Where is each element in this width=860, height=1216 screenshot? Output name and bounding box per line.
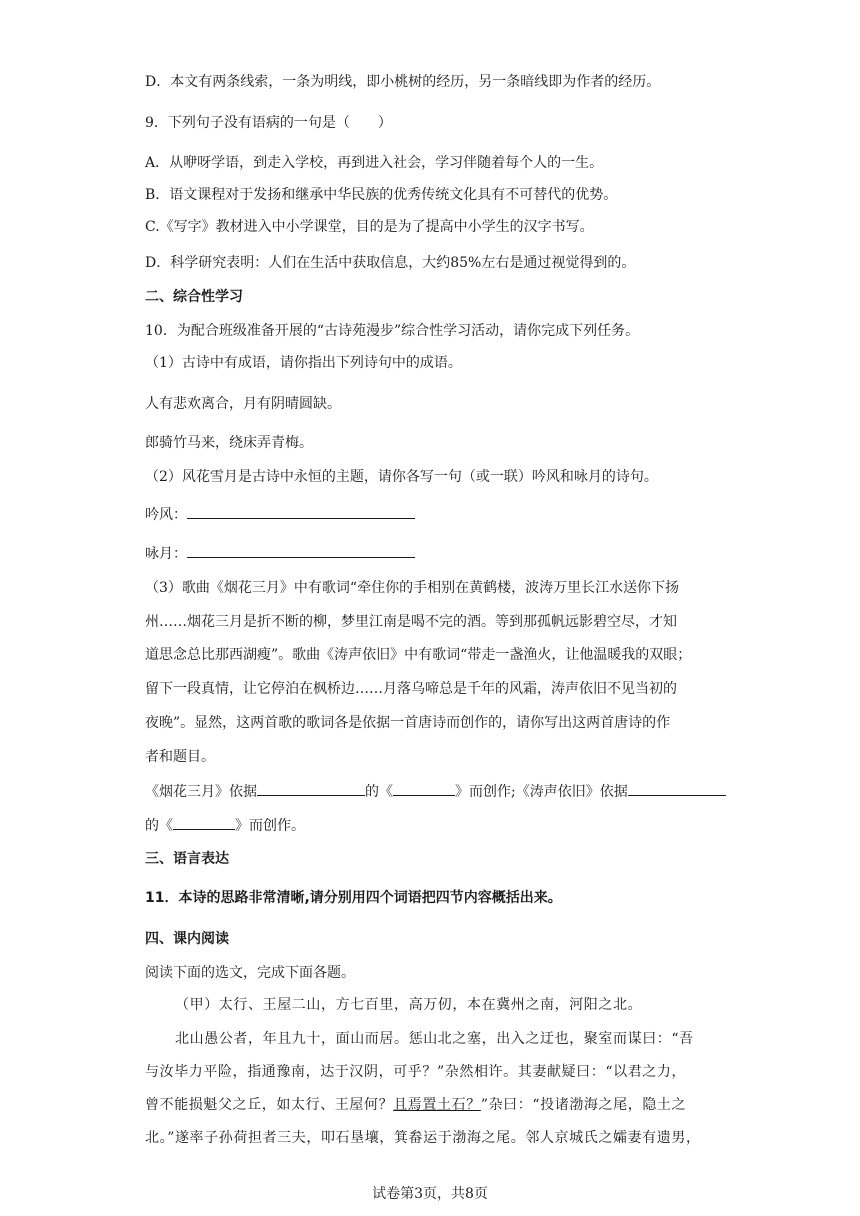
q9-option-d: D．科学研究表明：人们在生活中获取信息，大约85%左右是通过视觉得到的。 xyxy=(145,255,636,271)
title-blank-2[interactable] xyxy=(173,815,235,830)
classical-para-2-line-1: 北山愚公者，年且九十，面山而居。惩山北之塞，出入之迂也，聚室而谋曰：“吾 xyxy=(175,1031,694,1047)
title-blank-1[interactable] xyxy=(393,781,455,796)
classical-para-2-line-2: 与汝毕力平险，指通豫南，达于汉阴，可乎？”杂然相许。其妻献疑曰：“以君之力， xyxy=(145,1064,687,1080)
q10-sub3-line-4: 留下一段真情，让它停泊在枫桥边……月落乌啼总是千年的风霜，涛声依旧不见当初的 xyxy=(145,681,677,697)
reading-intro: 阅读下面的选文，完成下面各题。 xyxy=(145,965,355,981)
q10-sub3-line-1: （3）歌曲《烟花三月》中有歌词“牵住你的手相别在黄鹤楼，波涛万里长江水送你下扬 xyxy=(145,580,680,596)
q9-stem: 9．下列句子没有语病的一句是（ ） xyxy=(145,115,392,131)
poem-line-1: 人有悲欢离合，月有阴晴圆缺。 xyxy=(145,396,341,412)
section-heading-reading: 四、课内阅读 xyxy=(145,931,229,947)
classical-para-2-line-4: 北。”遂率子孙荷担者三夫，叩石垦壤，箕畚运于渤海之尾。邻人京城氏之孀妻有遗男， xyxy=(145,1130,701,1146)
song-fill-row-1 xyxy=(145,781,726,802)
fill-text-2a: 的《 xyxy=(145,818,173,834)
fill-text-1b: 的《 xyxy=(365,784,393,800)
q10-sub3-line-3: 道思念总比那西湖瘦”。歌曲《涛声依旧》中有歌词“带走一盏渔火，让他温暖我的双眼； xyxy=(145,647,692,663)
classical-para-1: （甲）太行、王屋二山，方七百里，高万仞，本在冀州之南，河阳之北。 xyxy=(175,997,643,1013)
classical-para-2-line-3 xyxy=(145,1095,686,1115)
fill-text-2b: 》而创作。 xyxy=(235,818,305,834)
underlined-sentence: 且焉置土石？ xyxy=(393,1097,481,1113)
classical-text-segment: ”杂曰：“投诸渤海之尾，隐土之 xyxy=(480,1097,687,1113)
moon-answer-blank[interactable] xyxy=(187,543,415,558)
q9-option-b: B．语文课程对于发扬和继承中华民族的优秀传统文化具有不可替代的优势。 xyxy=(145,187,618,203)
wind-answer-row xyxy=(145,504,415,525)
q8-option-d: D．本文有两条线索，一条为明线，即小桃树的经历，另一条暗线即为作者的经历。 xyxy=(145,74,661,90)
poet-blank-2[interactable] xyxy=(628,781,726,796)
q11-stem: 11．本诗的思路非常清晰,请分别用四个词语把四节内容概括出来。 xyxy=(145,890,562,906)
q10-sub2: （2）风花雪月是古诗中永恒的主题，请你各写一句（或一联）吟风和咏月的诗句。 xyxy=(145,469,658,485)
classical-text-segment: 曾不能损魁父之丘，如太行、王屋何？ xyxy=(145,1097,394,1113)
song-fill-row-2 xyxy=(145,815,305,836)
poem-line-2: 郎骑竹马来，绕床弄青梅。 xyxy=(145,435,313,451)
q9-option-a: A．从咿呀学语，到走入学校，再到进入社会，学习伴随着每个人的一生。 xyxy=(145,155,604,171)
q10-stem: 10．为配合班级准备开展的“古诗苑漫步”综合性学习活动，请你完成下列任务。 xyxy=(145,323,640,339)
section-heading-comprehensive: 二、综合性学习 xyxy=(145,289,243,305)
q9-option-c: C.《写字》教材进入中小学课堂，目的是为了提高中小学生的汉字书写。 xyxy=(145,219,594,235)
fill-text-1a: 《烟花三月》依据 xyxy=(145,784,257,800)
page-footer: 试卷第3页，共8页 xyxy=(372,1186,488,1202)
poet-blank-1[interactable] xyxy=(257,781,365,796)
wind-label: 吟风： xyxy=(145,507,187,523)
fill-text-1c: 》而创作;《涛声依旧》依据 xyxy=(455,784,628,800)
q10-sub3-line-6: 者和题目。 xyxy=(145,749,215,765)
q10-sub1: （1）古诗中有成语，请你指出下列诗句中的成语。 xyxy=(145,355,462,371)
moon-label: 咏月： xyxy=(145,546,187,562)
section-heading-expression: 三、语言表达 xyxy=(145,851,229,867)
wind-answer-blank[interactable] xyxy=(187,504,415,519)
q10-sub3-line-2: 州……烟花三月是折不断的柳，梦里江南是喝不完的酒。等到那孤帆远影碧空尽，才知 xyxy=(145,614,677,630)
q10-sub3-line-5: 夜晚”。显然，这两首歌的歌词各是依据一首唐诗而创作的，请你写出这两首唐诗的作 xyxy=(145,715,671,731)
moon-answer-row xyxy=(145,543,415,564)
